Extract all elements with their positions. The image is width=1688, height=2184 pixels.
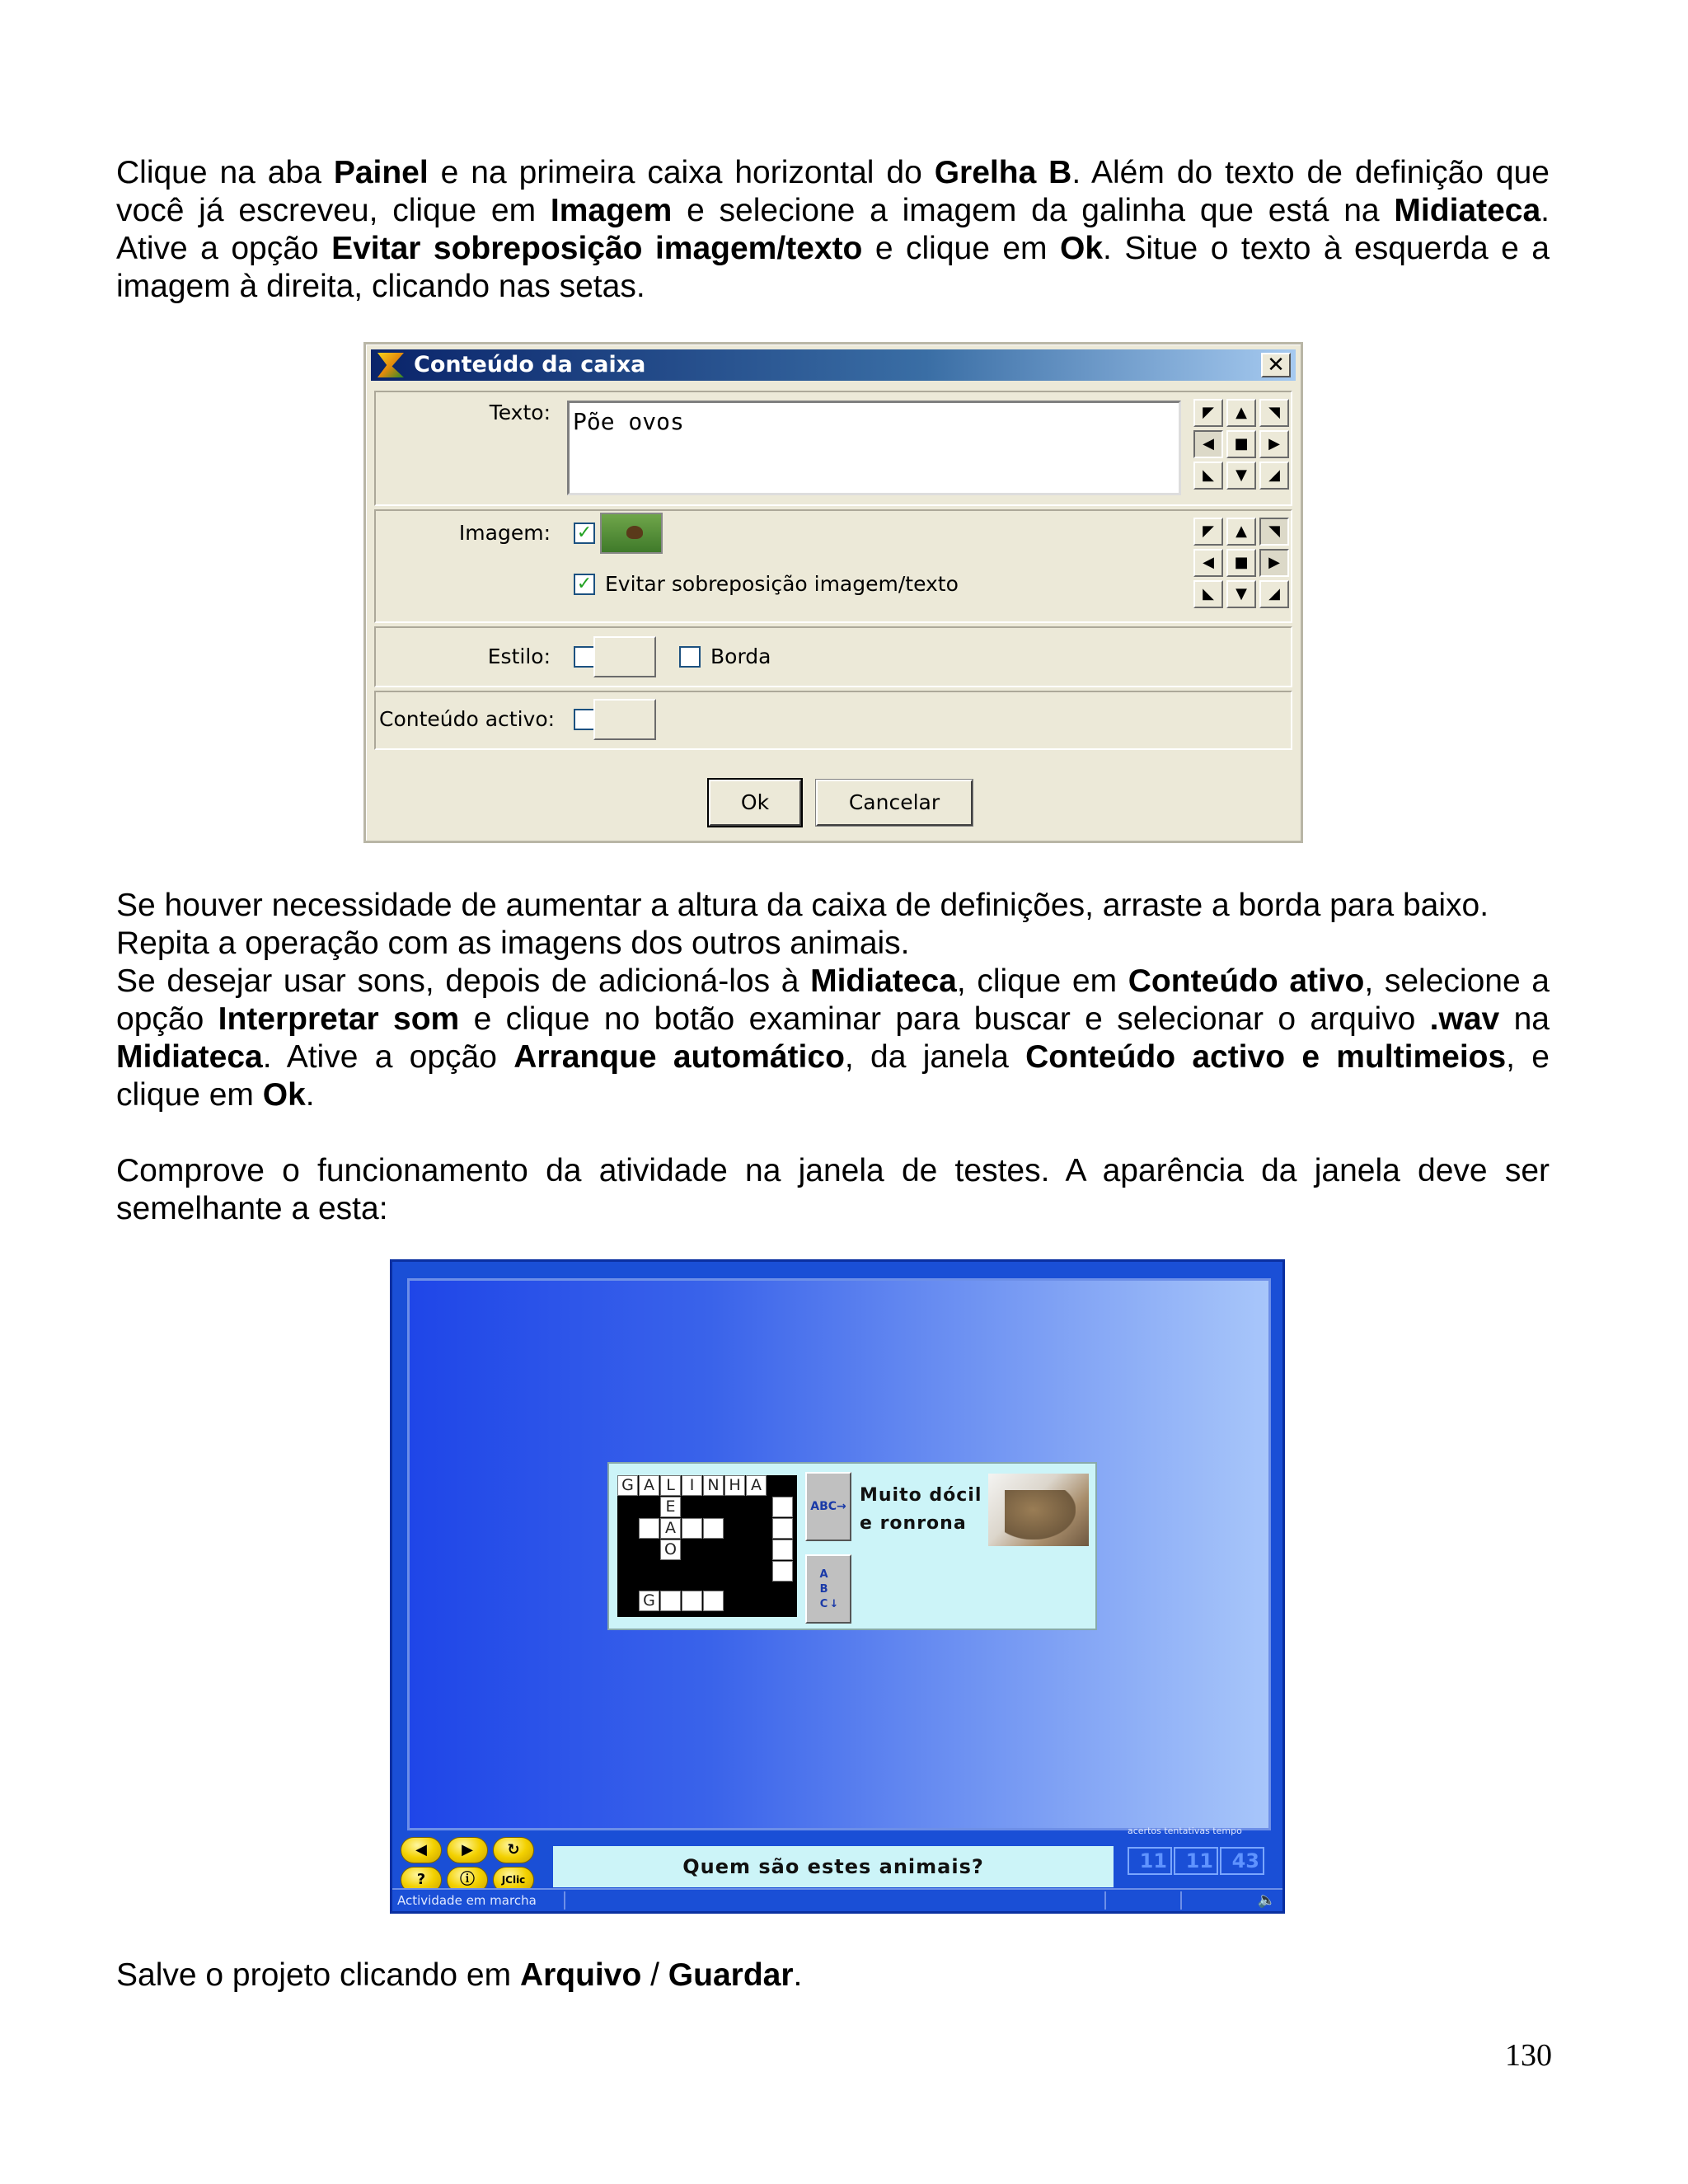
paragraph-test <box>116 1152 1550 1228</box>
paragraph-line: semelhante a esta: <box>116 1191 388 1226</box>
activity-stage <box>407 1278 1271 1830</box>
text-panel <box>374 391 1292 506</box>
paragraph-save <box>116 1957 1550 1994</box>
activity-board <box>607 1462 1097 1630</box>
avoid-overlap-label: Evitar sobreposição imagem/texto <box>605 572 959 596</box>
image-label: Imagem: <box>458 521 551 545</box>
crossword-cell[interactable] <box>703 1591 724 1611</box>
text-label: Texto: <box>489 401 551 424</box>
image-panel <box>374 509 1292 623</box>
align-left-button[interactable]: ◀ <box>1193 549 1223 577</box>
time-counter: 43 <box>1220 1847 1264 1875</box>
crossword-cell[interactable]: G <box>639 1591 659 1611</box>
align-top-button[interactable]: ▲ <box>1226 518 1256 546</box>
info-button[interactable]: ⓘ <box>447 1867 488 1893</box>
message-box: Quem são estes animais? <box>551 1844 1116 1890</box>
paragraph-line: Se houver necessidade de aumentar a altura da caixa de definições, arraste a borda para baixo. <box>116 888 1489 923</box>
crossword-cell[interactable]: A <box>746 1475 767 1496</box>
style-label: Estilo: <box>487 644 551 668</box>
status-divider <box>1104 1891 1106 1910</box>
next-activity-button[interactable]: ▶ <box>447 1837 488 1863</box>
dialog-titlebar <box>371 349 1296 381</box>
crossword-grid <box>617 1475 797 1617</box>
align-bottom-left-button[interactable]: ◣ <box>1193 462 1223 490</box>
crossword-cell[interactable] <box>772 1540 793 1560</box>
paragraph-line: imagem à direita, clicando nas setas. <box>116 269 645 304</box>
avoid-overlap-checkbox[interactable]: ✓ <box>574 574 595 595</box>
crossword-cell[interactable] <box>639 1518 659 1539</box>
align-bottom-right-button[interactable]: ◢ <box>1259 580 1289 608</box>
across-direction-button[interactable]: ABC→ <box>805 1472 851 1541</box>
paragraph-line: Repita a operação com as imagens dos outros animais. <box>116 926 910 961</box>
crossword-cell[interactable] <box>772 1497 793 1517</box>
paragraph-line: Midiateca. Ative a opção Arranque automático, da janela Conteúdo activo e multimeios, e <box>116 1039 1550 1075</box>
text-alignment-grid <box>1193 399 1294 494</box>
crossword-cell[interactable] <box>772 1518 793 1539</box>
jclic-button[interactable]: JClic <box>493 1867 534 1893</box>
paragraph-line: Clique na aba Painel e na primeira caixa horizontal do Grelha B. Além do texto de definição que <box>116 155 1550 190</box>
crossword-cell[interactable] <box>682 1518 702 1539</box>
align-bottom-button[interactable]: ▼ <box>1226 462 1256 490</box>
paragraph-line: clique em Ok. <box>116 1077 315 1113</box>
game-control-bar <box>392 1825 1282 1888</box>
crossword-cell[interactable]: A <box>660 1518 681 1539</box>
paragraph-line: você já escreveu, clique em Imagem e selecione a imagem da galinha que está na Midiateca. <box>116 193 1550 228</box>
style-panel <box>374 626 1292 687</box>
image-alignment-grid <box>1193 518 1294 613</box>
correct-counter: 11 <box>1128 1847 1172 1875</box>
align-top-button[interactable]: ▲ <box>1226 399 1256 427</box>
crossword-cell[interactable]: O <box>660 1540 681 1560</box>
down-direction-button[interactable]: A B C ↓ <box>805 1554 851 1624</box>
style-swatch[interactable] <box>593 636 656 677</box>
align-right-button[interactable]: ▶ <box>1259 430 1289 458</box>
align-bottom-left-button[interactable]: ◣ <box>1193 580 1223 608</box>
ok-button[interactable]: Ok <box>709 780 801 826</box>
align-top-left-button[interactable]: ◤ <box>1193 518 1223 546</box>
jclic-logo-icon <box>377 353 404 377</box>
active-content-panel <box>374 691 1292 750</box>
crossword-cell[interactable]: L <box>660 1475 681 1496</box>
paragraph-line: opção Interpretar som e clique no botão examinar para buscar e selecionar o arquivo .wav na <box>116 1001 1550 1037</box>
counter-labels: acertos tentativas tempo <box>1128 1825 1242 1836</box>
style-checkbox[interactable] <box>574 646 595 668</box>
text-input[interactable]: Põe ovos <box>567 401 1181 495</box>
active-content-checkbox[interactable] <box>574 709 595 730</box>
chicken-image-thumbnail[interactable] <box>600 513 663 554</box>
abc-across-label: ABC <box>810 1500 837 1513</box>
active-content-label: Conteúdo activo: <box>379 707 556 731</box>
page-number: 130 <box>1505 2038 1552 2073</box>
align-top-right-button[interactable]: ◥ <box>1259 518 1289 546</box>
crossword-cell[interactable] <box>660 1591 681 1611</box>
crossword-cell[interactable] <box>703 1518 724 1539</box>
attempts-counter: 11 <box>1174 1847 1218 1875</box>
align-center-button[interactable]: ■ <box>1226 430 1256 458</box>
previous-activity-button[interactable]: ◀ <box>401 1837 442 1863</box>
content-box-dialog <box>363 342 1303 843</box>
align-left-button[interactable]: ◀ <box>1193 430 1223 458</box>
status-divider <box>564 1891 565 1910</box>
align-center-button[interactable]: ■ <box>1226 549 1256 577</box>
speaker-icon[interactable]: 🔈 <box>1257 1891 1276 1909</box>
status-bar <box>392 1888 1282 1911</box>
status-divider <box>1180 1891 1182 1910</box>
clue-line-2: e ronrona <box>860 1513 967 1534</box>
crossword-cell[interactable]: E <box>660 1497 681 1517</box>
paragraph-instructions <box>116 887 1550 1114</box>
help-button[interactable]: ? <box>401 1867 442 1893</box>
paragraph-intro <box>116 154 1550 306</box>
crossword-cell[interactable]: N <box>703 1475 724 1496</box>
clue-text <box>860 1482 982 1538</box>
abc-down-label: A B C <box>819 1568 828 1610</box>
paragraph-line: Se desejar usar sons, depois de adicioná-los à Midiateca, clique em Conteúdo ativo, selecione a <box>116 963 1550 999</box>
restart-button[interactable]: ↻ <box>493 1837 534 1863</box>
align-right-button[interactable]: ▶ <box>1259 549 1289 577</box>
align-top-right-button[interactable]: ◥ <box>1259 399 1289 427</box>
crossword-cell[interactable]: I <box>682 1475 702 1496</box>
crossword-cell[interactable] <box>772 1561 793 1582</box>
border-label: Borda <box>710 644 771 668</box>
paragraph-line: Comprove o funcionamento da atividade na janela de testes. A aparência da janela deve ser <box>116 1153 1550 1188</box>
dialog-title: Conteúdo da caixa <box>414 352 646 377</box>
crossword-cell[interactable]: A <box>639 1475 659 1496</box>
status-text: Actividade em marcha <box>397 1893 537 1908</box>
align-bottom-right-button[interactable]: ◢ <box>1259 462 1289 490</box>
active-content-swatch[interactable] <box>593 699 656 740</box>
crossword-cell[interactable]: G <box>617 1475 638 1496</box>
image-checkbox[interactable]: ✓ <box>574 523 595 544</box>
paragraph-line: Salve o projeto clicando em Arquivo / Guardar. <box>116 1957 803 1993</box>
align-top-left-button[interactable]: ◤ <box>1193 399 1223 427</box>
clue-line-1: Muito dócil <box>860 1485 982 1506</box>
close-icon[interactable]: ✕ <box>1261 353 1291 377</box>
paragraph-line: Ative a opção Evitar sobreposição imagem/texto e clique em Ok. Situe o texto à esquerda e a <box>116 231 1550 266</box>
align-bottom-button[interactable]: ▼ <box>1226 580 1256 608</box>
cancel-button[interactable]: Cancelar <box>816 780 973 826</box>
jclic-test-window <box>390 1259 1285 1914</box>
crossword-cell[interactable] <box>682 1591 702 1611</box>
crossword-cell[interactable]: H <box>724 1475 745 1496</box>
cat-image <box>988 1474 1089 1546</box>
border-checkbox[interactable] <box>679 646 701 668</box>
